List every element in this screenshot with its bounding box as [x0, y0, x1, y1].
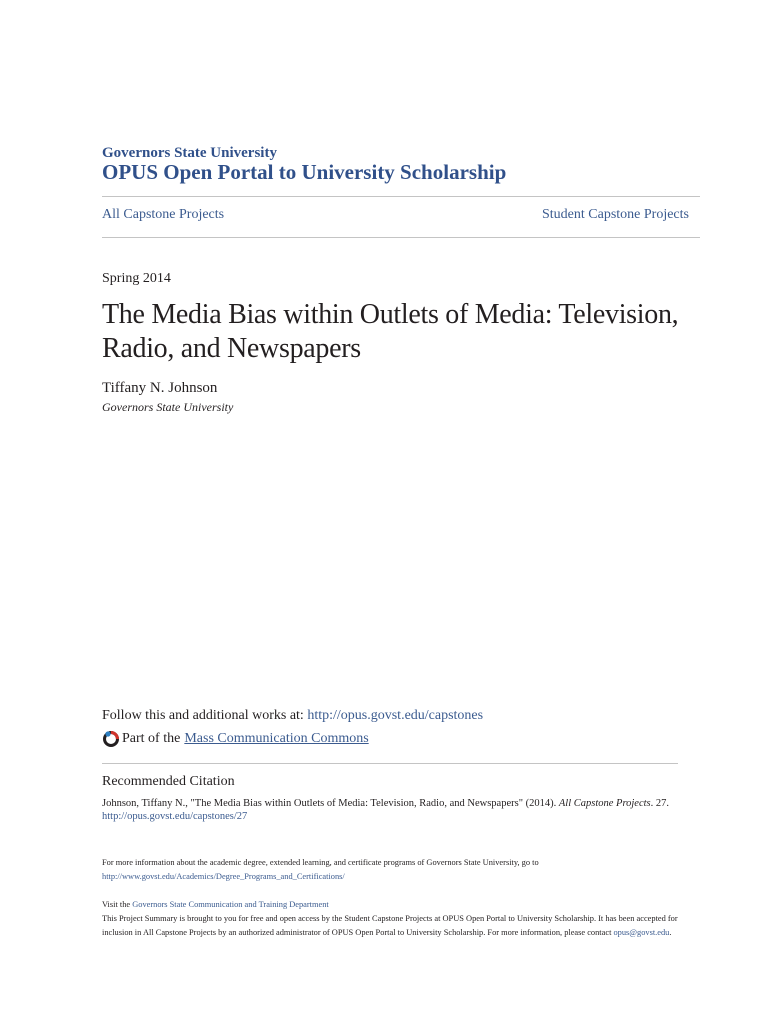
repository-title[interactable]: OPUS Open Portal to University Scholarship: [102, 160, 507, 184]
part-of-line: [102, 730, 369, 748]
publication-date: Spring 2014: [102, 271, 171, 286]
author-affiliation: Governors State University: [102, 400, 234, 414]
summary-end: .: [669, 928, 672, 937]
recommended-citation-heading: Recommended Citation: [102, 774, 235, 789]
network-icon: [102, 730, 120, 748]
institution-name[interactable]: Governors State University: [102, 145, 277, 161]
citation-number: . 27.: [650, 798, 670, 809]
contact-email-link[interactable]: opus@govst.edu: [613, 928, 670, 937]
summary-text: This Project Summary is brought to you for free and open access by the Student Capstone Projects at OPUS Open Portal to University Scholarship. It has been accepted for inclusion in All Capstone Projects by an authorized administrator of OPUS Open Portal to University Scholarship. For more information, please contact: [102, 914, 678, 937]
all-capstone-projects-link[interactable]: All Capstone Projects: [102, 207, 225, 222]
citation-series: All Capstone Projects: [558, 798, 651, 809]
author-name: Tiffany N. Johnson: [102, 380, 218, 396]
citation-text: [102, 797, 682, 823]
footer-notice: [102, 898, 682, 940]
follow-line: [102, 708, 483, 724]
capstones-url-link[interactable]: http://opus.govst.edu/capstones: [307, 708, 484, 723]
degree-programs-link[interactable]: http://www.govst.edu/Academics/Degree_Programs_and_Certifications/: [102, 872, 345, 881]
citation-main: Johnson, Tiffany N., "The Media Bias within Outlets of Media: Television, Radio, and Newspapers" (2014).: [102, 798, 557, 809]
communication-department-link[interactable]: Governors State Communication and Training Department: [132, 900, 329, 909]
paper-title: The Media Bias within Outlets of Media: Television, Radio, and Newspapers: [102, 299, 679, 364]
part-of-prefix: Part of the: [122, 731, 181, 746]
nav-divider: [102, 237, 700, 238]
citation-divider: [102, 763, 678, 764]
more-info-block: [102, 856, 682, 884]
student-capstone-projects-link[interactable]: Student Capstone Projects: [542, 207, 689, 222]
header-divider: [102, 196, 700, 197]
mass-communication-commons-link[interactable]: Mass Communication Commons: [184, 731, 369, 746]
citation-url-link[interactable]: http://opus.govst.edu/capstones/27: [102, 811, 248, 822]
visit-prefix: Visit the: [102, 900, 131, 909]
follow-prefix: Follow this and additional works at:: [102, 708, 304, 723]
more-info-text: For more information about the academic degree, extended learning, and certificate programs of Governors State University, go to: [102, 858, 539, 867]
